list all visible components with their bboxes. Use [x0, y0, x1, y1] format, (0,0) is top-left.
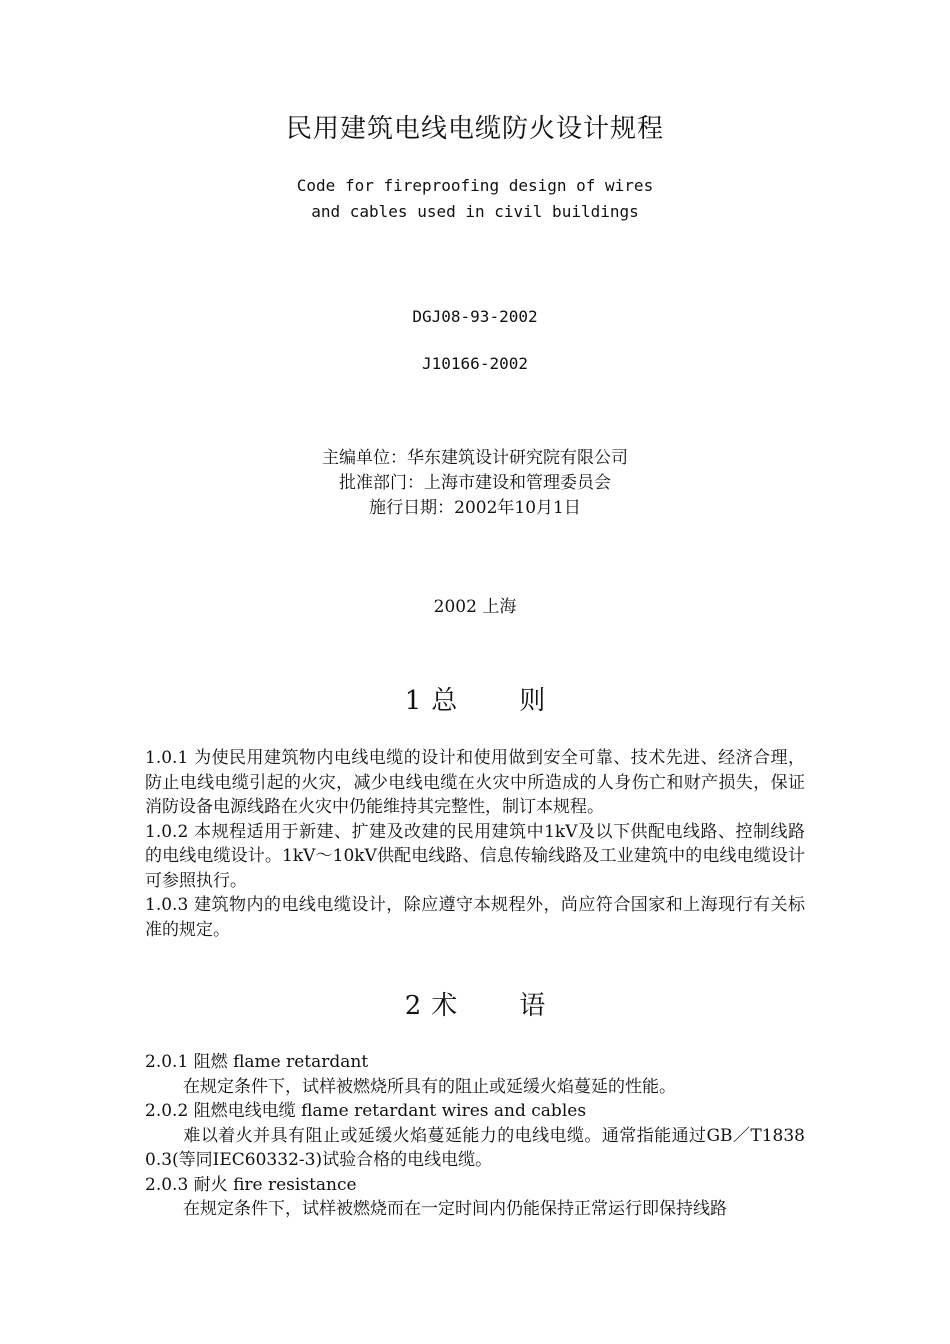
clause-1-0-3: 1.0.3 建筑物内的电线电缆设计，除应遵守本规程外，尚应符合国家和上海现行有关标准的规定。 — [145, 895, 805, 940]
clause-1-0-1: 1.0.1 为使民用建筑物内电线电缆的设计和使用做到安全可靠、技术先进、经济合理，防止电线电缆引起的火灾，减少电线电缆在火灾中所造成的人身伤亡和财产损失，保证消防设备电源线路在火灾中仍能维持其完整性，制订本规程。 — [145, 748, 805, 817]
english-title-line-2: and cables used in civil buildings — [311, 202, 639, 221]
english-title-line-1: Code for fireproofing design of wires — [296, 176, 654, 195]
publication-info — [0, 446, 950, 521]
term-2-0-3: 2.0.3 耐火 fire resistance — [145, 1174, 357, 1195]
definition-2-0-1: 在规定条件下，试样被燃烧所具有的阻止或延缓火焰蔓延的性能。 — [183, 1076, 676, 1097]
chapter-1-heading — [0, 680, 950, 717]
chapter-1-body — [145, 746, 805, 942]
chapter-2-word-1: 术 — [431, 991, 458, 1021]
chapter-1-word-1: 总 — [431, 686, 458, 716]
chapter-1-number: 1 — [404, 686, 422, 716]
chapter-1-word-2: 则 — [519, 686, 546, 716]
chapter-2-body — [145, 1050, 805, 1222]
page-title: 民用建筑电线电缆防火设计规程 — [285, 114, 664, 144]
approval-department: 批准部门：上海市建设和管理委员会 — [339, 473, 611, 493]
term-2-0-1: 2.0.1 阻燃 flame retardant — [145, 1052, 369, 1072]
definition-2-0-2 — [145, 1124, 805, 1173]
term-2-0-2: 2.0.2 阻燃电线电缆 flame retardant wires and cables — [145, 1101, 587, 1121]
editor-unit: 主编单位：华东建筑设计研究院有限公司 — [322, 448, 628, 468]
english-title — [0, 173, 950, 225]
effective-date: 施行日期：2002年10月1日 — [369, 498, 581, 518]
chapter-2-heading — [0, 985, 950, 1022]
chapter-2-word-2: 语 — [519, 991, 546, 1021]
definition-2-0-2-text: 难以着火并具有阻止或延缓火焰蔓延能力的电线电缆。通常指能通过GB／T18380.3(等同IEC60332-3)试验合格的电线电缆。 — [145, 1125, 805, 1170]
clause-1-0-2: 1.0.2 本规程适用于新建、扩建及改建的民用建筑中1kV及以下供配电线路、控制线路的电线电缆设计。1kV～10kV供配电线路、信息传输线路及工业建筑中的电线电缆设计可参照执行。 — [145, 821, 805, 891]
standard-code: DGJ08-93-2002 — [412, 307, 538, 326]
definition-2-0-3: 在规定条件下，试样被燃烧而在一定时间内仍能保持正常运行即保持线路 — [183, 1199, 727, 1219]
record-code: J10166-2002 — [422, 354, 528, 373]
publication-place: 2002 上海 — [433, 597, 517, 617]
chapter-2-number: 2 — [404, 991, 422, 1021]
